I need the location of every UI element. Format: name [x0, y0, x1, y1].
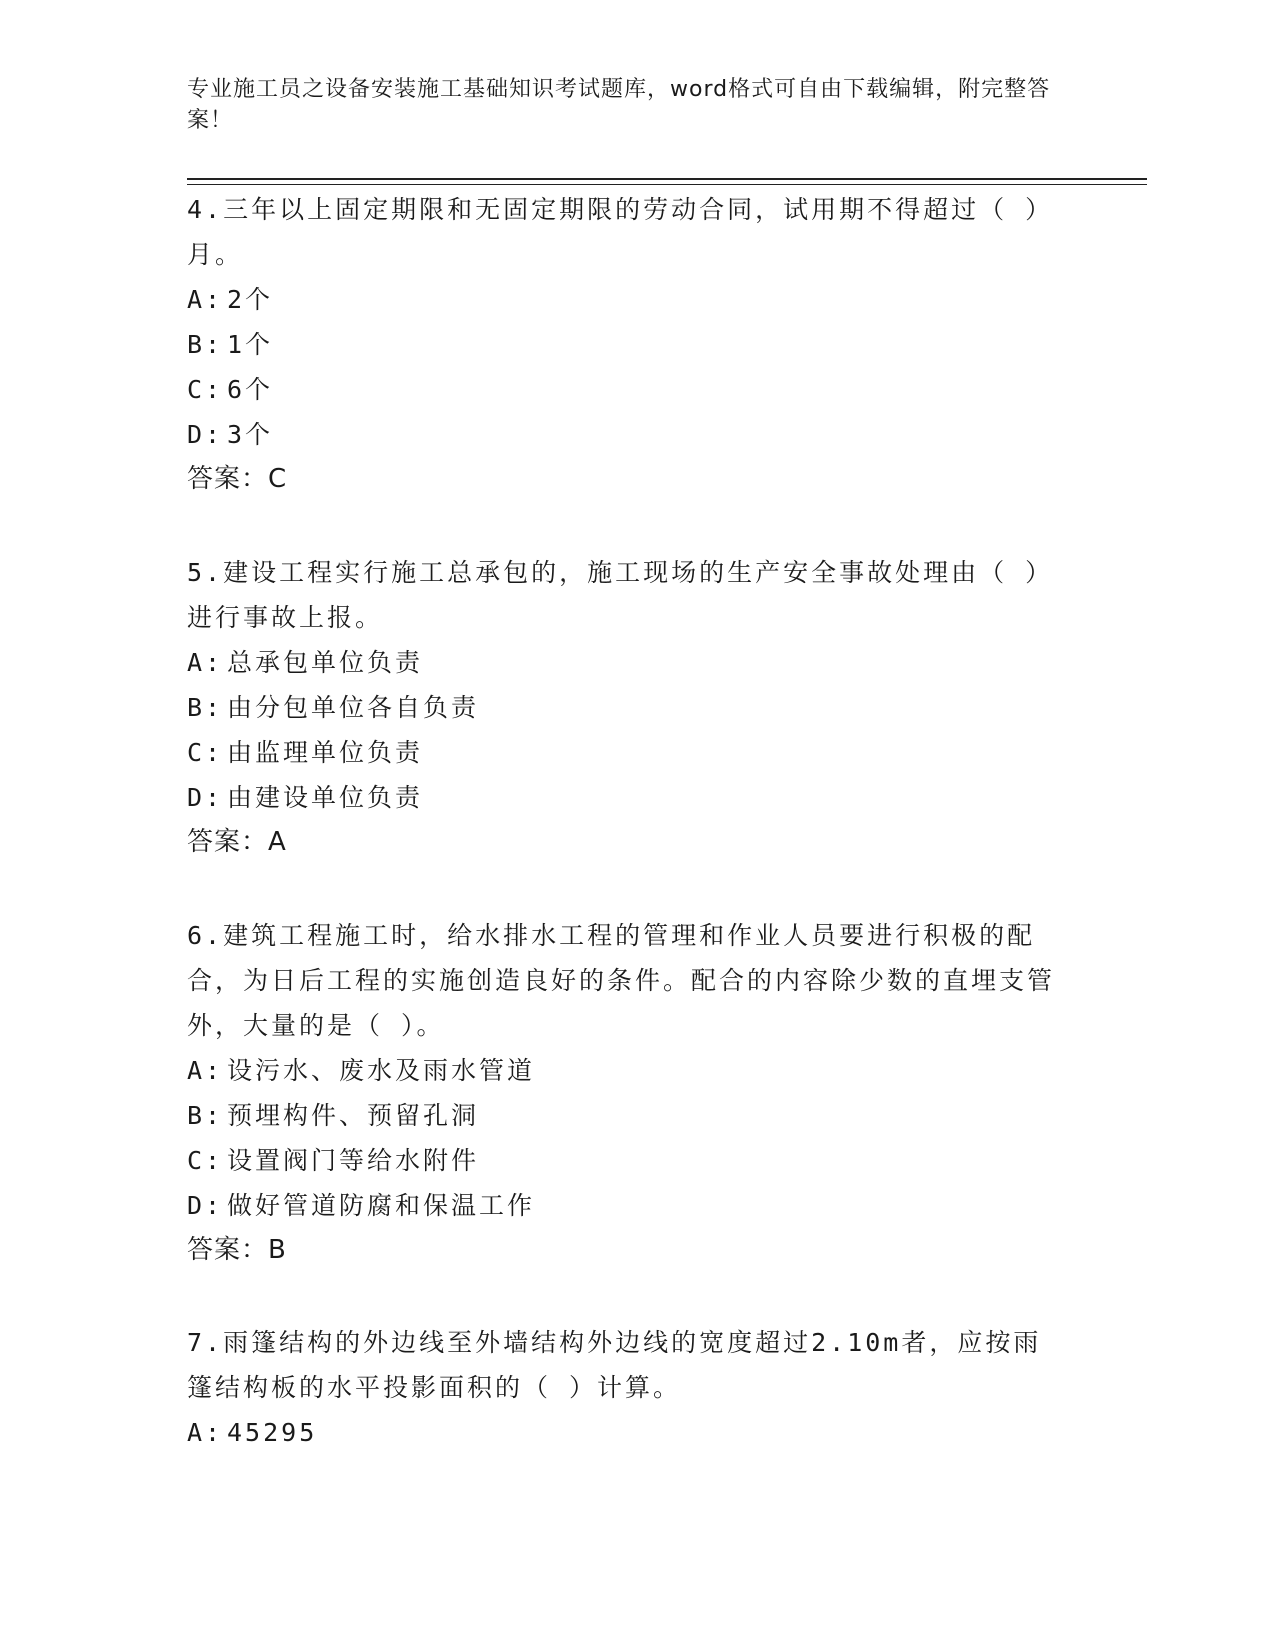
answer-line: 答案：A: [187, 827, 287, 857]
question-stem: 6.建筑工程施工时，给水排水工程的管理和作业人员要进行积极的配合，为日后工程的实施创造良好的条件。配合的内容除少数的直埋支管外，大量的是（ ）。: [187, 921, 1056, 1040]
option-b: [187, 322, 1067, 367]
answer-line: 答案：C: [187, 464, 288, 494]
option-key: D:: [187, 783, 224, 812]
question-stem: 5.建设工程实行施工总承包的，施工现场的生产安全事故处理由（ ）进行事故上报。: [187, 558, 1054, 632]
option-key: A:: [187, 285, 224, 314]
option-c: [187, 1138, 1067, 1183]
option-key: B:: [187, 693, 224, 722]
option-text: 设置阀门等给水附件: [227, 1146, 480, 1175]
answer-line: 答案：B: [187, 1235, 287, 1265]
option-key: C:: [187, 1146, 224, 1175]
option-key: B:: [187, 1101, 224, 1130]
option-a: [187, 1048, 1067, 1093]
option-text: 总承包单位负责: [227, 648, 424, 677]
option-key: C:: [187, 375, 224, 404]
option-text: 3个: [227, 420, 274, 449]
option-text: 设污水、废水及雨水管道: [227, 1056, 536, 1085]
option-key: C:: [187, 738, 224, 767]
option-key: A:: [187, 1418, 224, 1447]
option-text: 2个: [227, 285, 274, 314]
option-key: A:: [187, 1056, 224, 1085]
document-header-note: 专业施工员之设备安装施工基础知识考试题库，word格式可自由下载编辑，附完整答案！: [187, 77, 1051, 133]
option-c: [187, 730, 1067, 775]
option-text: 预埋构件、预留孔洞: [227, 1101, 480, 1130]
option-d: [187, 412, 1067, 457]
option-text: 由分包单位各自负责: [227, 693, 480, 722]
option-text: 6个: [227, 375, 274, 404]
question-stem: 4.三年以上固定期限和无固定期限的劳动合同，试用期不得超过（ ）月。: [187, 195, 1054, 269]
option-key: D:: [187, 420, 224, 449]
option-text: 45295: [227, 1418, 318, 1447]
question-6: [187, 913, 1067, 1273]
option-a: [187, 1410, 1067, 1455]
question-7: [187, 1320, 1067, 1455]
option-text: 由建设单位负责: [227, 783, 424, 812]
option-text: 1个: [227, 330, 274, 359]
option-key: A:: [187, 648, 224, 677]
option-key: D:: [187, 1191, 224, 1220]
option-c: [187, 367, 1067, 412]
option-text: 做好管道防腐和保温工作: [227, 1191, 536, 1220]
option-d: [187, 775, 1067, 820]
option-a: [187, 640, 1067, 685]
question-stem: 7.雨篷结构的外边线至外墙结构外边线的宽度超过2.10m者，应按雨篷结构板的水平投影面积的（ ）计算。: [187, 1328, 1042, 1402]
option-b: [187, 685, 1067, 730]
option-text: 由监理单位负责: [227, 738, 424, 767]
question-5: [187, 550, 1067, 865]
question-4: [187, 187, 1067, 502]
header-divider-thin: [187, 184, 1147, 185]
option-a: [187, 277, 1067, 322]
option-b: [187, 1093, 1067, 1138]
header-divider-thick: [187, 178, 1147, 180]
option-d: [187, 1183, 1067, 1228]
option-key: B:: [187, 330, 224, 359]
